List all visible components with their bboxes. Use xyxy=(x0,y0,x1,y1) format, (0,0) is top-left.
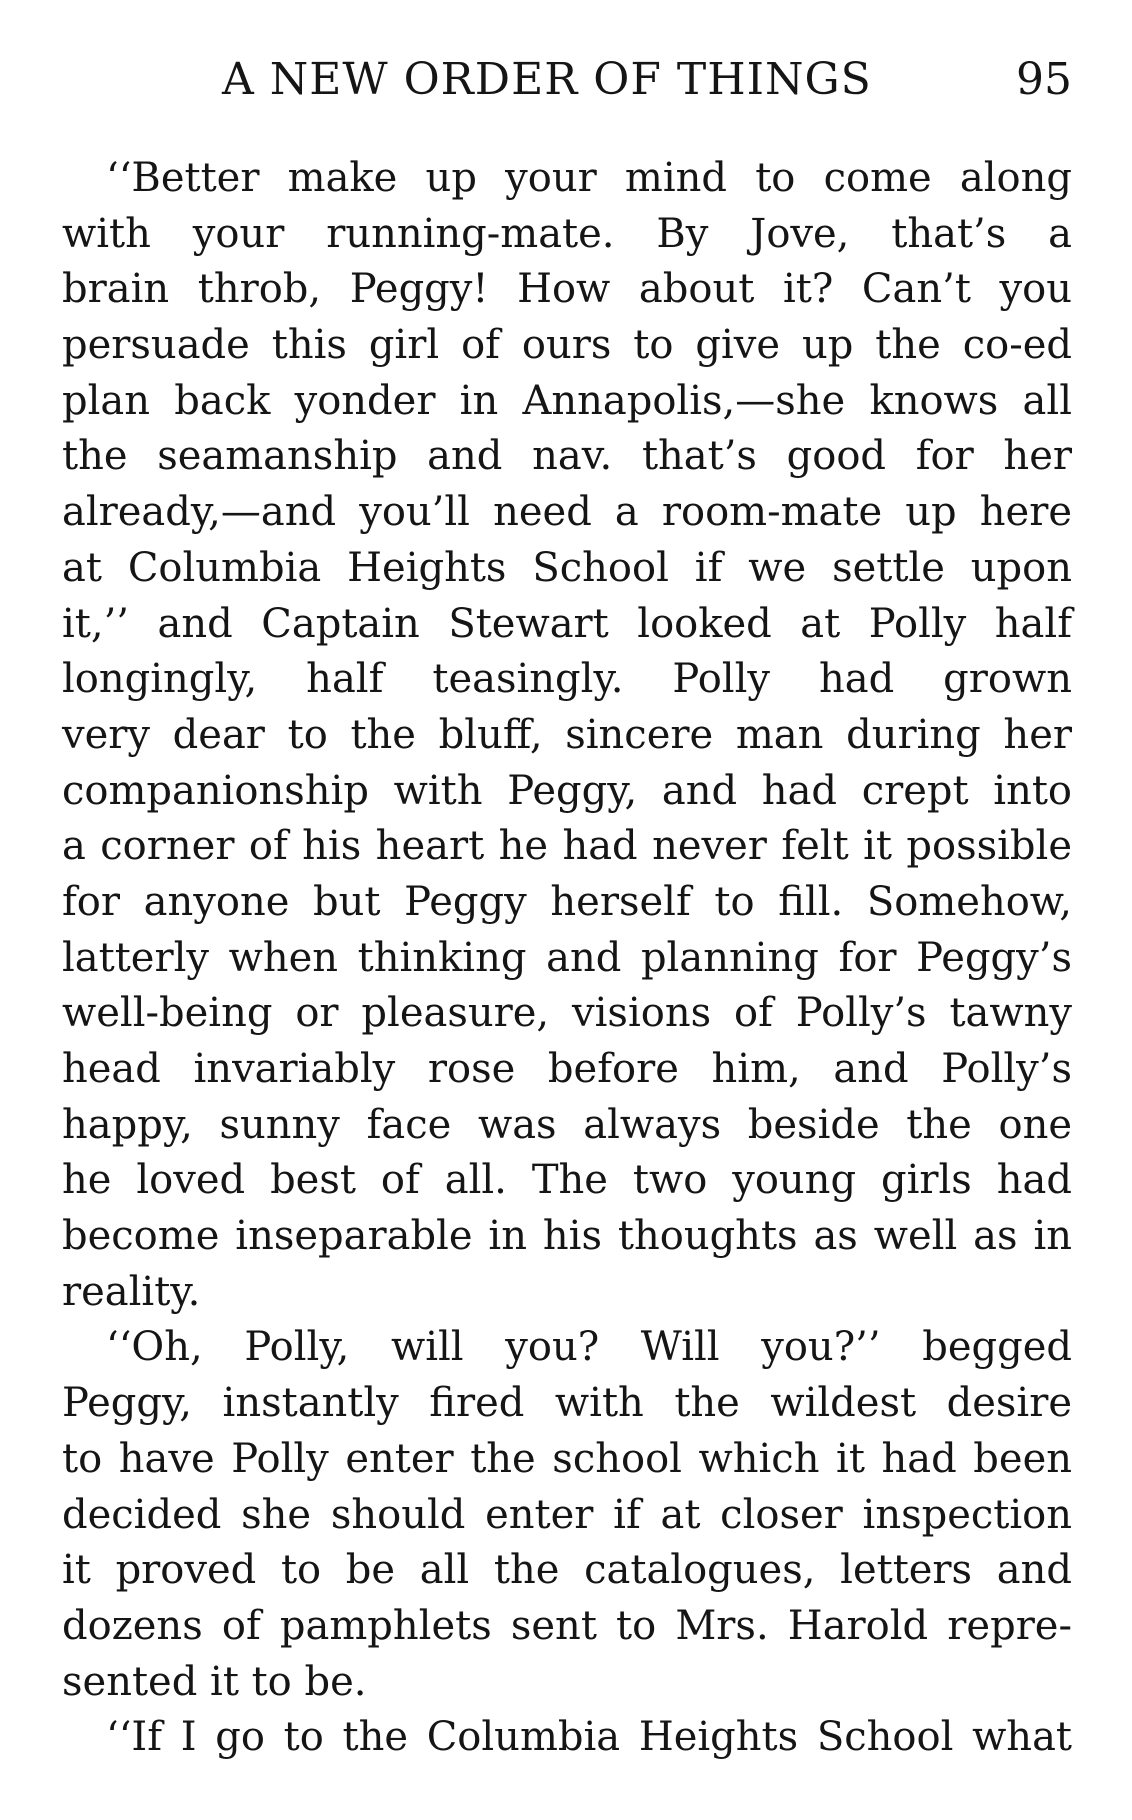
text-line: well-being or pleasure, visions of Polly’s tawny xyxy=(62,990,1072,1037)
text-line: head invariably rose before him, and Polly’s xyxy=(62,1046,1072,1092)
text-line: happy, sunny face was always beside the one xyxy=(62,1101,1072,1148)
text-line: latterly when thinking and planning for Peggy’s xyxy=(62,934,1072,981)
text-line: become inseparable in his thoughts as well as in xyxy=(62,1213,1072,1260)
text-line: it proved to be all the catalogues, letters and xyxy=(62,1547,1072,1594)
text-line: he loved best of all. The two young girls had xyxy=(62,1157,1072,1204)
text-line: Peggy, instantly fired with the wildest desire xyxy=(62,1380,1072,1427)
text-line: very dear to the bluff, sincere man during her xyxy=(62,711,1072,758)
text-line: plan back yonder in Annapolis,—she knows all xyxy=(62,377,1072,424)
text-line: ‘‘If I go to the Columbia Heights School what xyxy=(106,1714,1072,1761)
text-line: longingly, half teasingly. Polly had grown xyxy=(62,656,1072,703)
text-line: for anyone but Peggy herself to fill. Somehow, xyxy=(62,878,1072,925)
page-number: 95 xyxy=(1016,54,1072,105)
text-line: a corner of his heart he had never felt it possible xyxy=(62,823,1072,870)
text-line: to have Polly enter the school which it had been xyxy=(62,1435,1072,1482)
text-line: already,—and you’ll need a room-mate up here xyxy=(62,489,1072,536)
text-line: sented it to be. xyxy=(62,1658,367,1705)
text-line: brain throb, Peggy! How about it? Can’t you xyxy=(62,266,1072,313)
body-text xyxy=(62,151,1072,1766)
text-line: decided she should enter if at closer inspection xyxy=(62,1491,1072,1538)
text-line: at Columbia Heights School if we settle upon xyxy=(62,544,1072,591)
text-line: companionship with Peggy, and had crept into xyxy=(62,767,1072,814)
running-title: A NEW ORDER OF THINGS xyxy=(222,54,872,105)
running-head xyxy=(62,50,1072,110)
text-line: with your running-mate. By Jove, that’s a xyxy=(62,210,1072,257)
text-line: persuade this girl of ours to give up the co-ed xyxy=(62,322,1072,369)
text-line: the seamanship and nav. that’s good for her xyxy=(62,433,1072,480)
text-line: dozens of pamphlets sent to Mrs. Harold repre- xyxy=(62,1602,1072,1649)
text-line: it,’’ and Captain Stewart looked at Polly half xyxy=(62,600,1072,647)
text-line: ‘‘Better make up your mind to come along xyxy=(106,155,1072,201)
text-line: ‘‘Oh, Polly, will you? Will you?’’ begged xyxy=(106,1324,1072,1371)
text-line: reality. xyxy=(62,1268,201,1315)
